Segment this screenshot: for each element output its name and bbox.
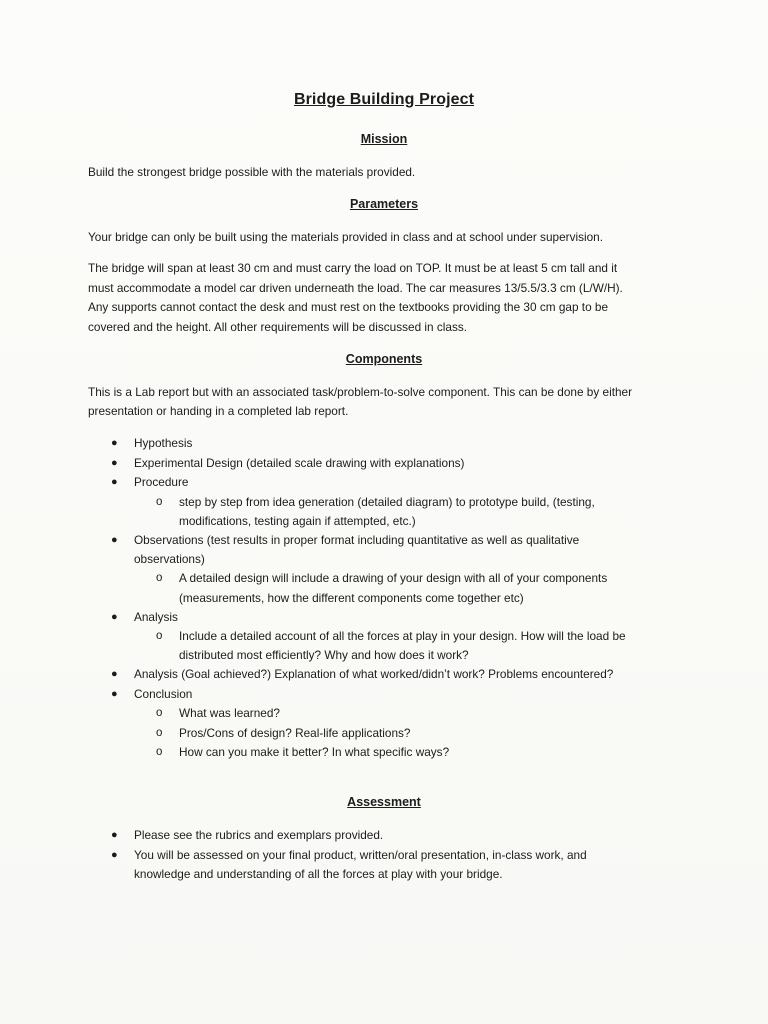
list-item-conclusion-sub-2: Pros/Cons of design? Real-life applications? [179, 726, 411, 740]
components-heading: Components [345, 352, 423, 366]
assessment-heading: Assessment [347, 795, 421, 809]
parameters-paragraph-2-line-3: Any supports cannot contact the desk and must rest on the textbooks providing the 30 cm gap to be [88, 300, 609, 314]
list-item-observations-sub-line-2: (measurements, how the different components come together etc) [179, 591, 524, 605]
bullet-marker: ● [111, 668, 118, 680]
list-item-analysis: Analysis [134, 610, 178, 624]
list-item-procedure-sub-line-1: step by step from idea generation (detailed diagram) to prototype build, (testing, [179, 495, 595, 509]
assessment-item-2-line-2: knowledge and understanding of all the forces at play with your bridge. [134, 867, 503, 881]
parameters-paragraph-2-line-2: must accommodate a model car driven underneath the load. The car measures 13/5.5/3.3 cm (L/W/H). [88, 281, 623, 295]
bullet-marker: ● [111, 437, 118, 449]
list-item-hypothesis: Hypothesis [134, 436, 193, 450]
bullet-marker: ● [111, 534, 118, 546]
list-item-conclusion-sub-3: How can you make it better? In what specific ways? [179, 745, 450, 759]
list-item-analysis-sub-line-2: distributed most efficiently? Why and how does it work? [179, 648, 469, 662]
parameters-paragraph-2-line-4: covered and the height. All other requirements will be discussed in class. [88, 320, 468, 334]
mission-heading: Mission [360, 132, 408, 146]
sub-bullet-marker: o [156, 572, 163, 584]
list-item-observations-line-2: observations) [134, 552, 205, 566]
list-item-conclusion-sub-1: What was learned? [179, 706, 280, 720]
list-item-observations-sub-line-1: A detailed design will include a drawing of your design with all of your components [179, 571, 608, 585]
list-item-experimental-design: Experimental Design (detailed scale drawing with explanations) [134, 456, 465, 470]
sub-bullet-marker: o [156, 630, 163, 642]
sub-bullet-marker: o [156, 727, 163, 739]
bullet-marker: ● [111, 849, 118, 861]
bullet-marker: ● [111, 688, 118, 700]
bullet-marker: ● [111, 457, 118, 469]
parameters-heading: Parameters [349, 197, 419, 211]
list-item-analysis-goal: Analysis (Goal achieved?) Explanation of what worked/didn’t work? Problems encountered? [134, 667, 614, 681]
sub-bullet-marker: o [156, 707, 163, 719]
sub-bullet-marker: o [156, 496, 163, 508]
components-intro-line-2: presentation or handing in a completed lab report. [88, 404, 349, 418]
document-title: Bridge Building Project [293, 91, 475, 108]
mission-text: Build the strongest bridge possible with the materials provided. [88, 165, 416, 179]
list-item-conclusion: Conclusion [134, 687, 193, 701]
sub-bullet-marker: o [156, 746, 163, 758]
assessment-item-1: Please see the rubrics and exemplars provided. [134, 828, 384, 842]
list-item-procedure-sub-line-2: modifications, testing again if attempted, etc.) [179, 514, 416, 528]
list-item-observations-line-1: Observations (test results in proper format including quantitative as well as qualitative [134, 533, 580, 547]
list-item-analysis-sub-line-1: Include a detailed account of all the forces at play in your design. How will the load be [179, 629, 626, 643]
components-intro-line-1: This is a Lab report but with an associated task/problem-to-solve component. This can be done by either [88, 385, 633, 399]
parameters-paragraph-1: Your bridge can only be built using the materials provided in class and at school under supervision. [88, 230, 604, 244]
list-item-procedure: Procedure [134, 475, 189, 489]
bullet-marker: ● [111, 611, 118, 623]
bullet-marker: ● [111, 829, 118, 841]
assessment-item-2-line-1: You will be assessed on your final product, written/oral presentation, in-class work, and [134, 848, 587, 862]
bullet-marker: ● [111, 476, 118, 488]
parameters-paragraph-2-line-1: The bridge will span at least 30 cm and must carry the load on TOP. It must be at least 5 cm tall and it [88, 261, 618, 275]
